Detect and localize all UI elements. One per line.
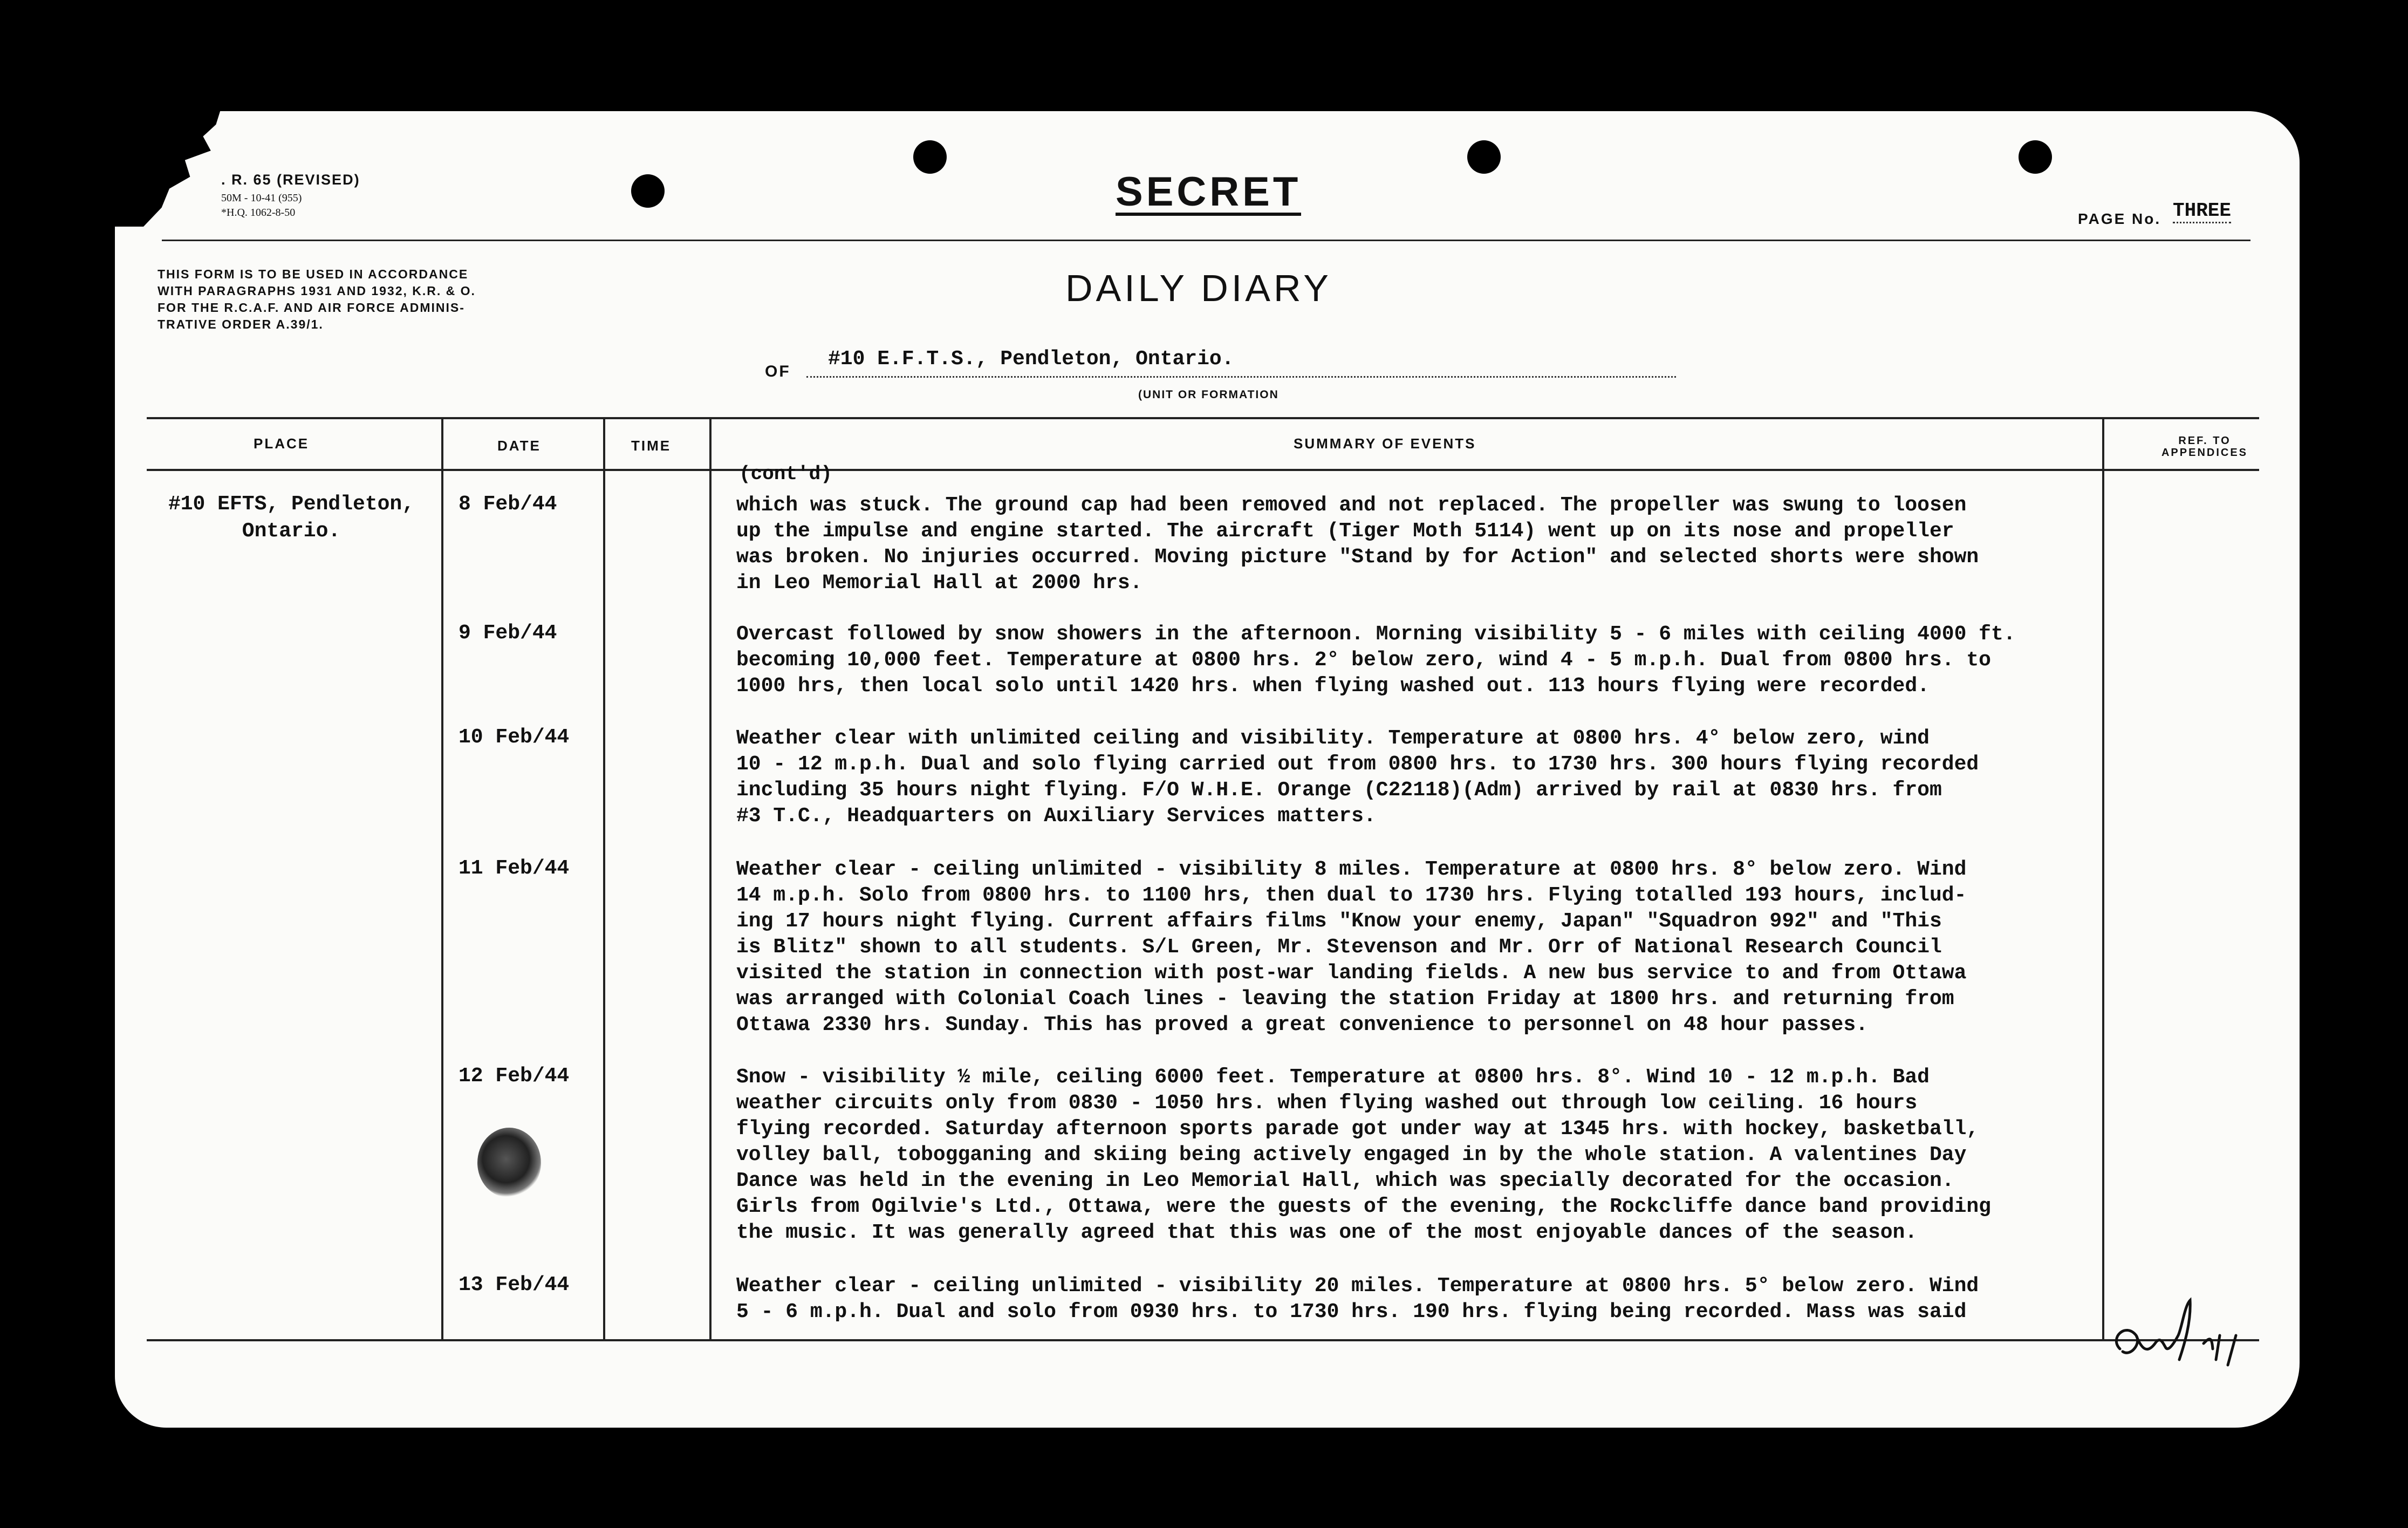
entry-summary bbox=[736, 726, 2133, 829]
form-code-3: *H.Q. 1062-8-50 bbox=[221, 207, 296, 219]
instruction-line: THIS FORM IS TO BE USED IN ACCORDANCE bbox=[158, 267, 469, 281]
entry-line: which was stuck. The ground cap had been removed and not replaced. The propeller was swung to loosen bbox=[736, 494, 1967, 517]
of-label: OF bbox=[765, 363, 791, 380]
entry-date: 8 Feb/44 bbox=[459, 493, 557, 516]
table-bottom-rule bbox=[147, 1339, 2259, 1341]
entry-line: was broken. No injuries occurred. Moving picture "Stand by for Action" and selected shorts were shown bbox=[736, 545, 1979, 569]
header-ref-line: REF. TO bbox=[2178, 435, 2231, 447]
header-date: DATE bbox=[497, 438, 541, 454]
entry-date: 9 Feb/44 bbox=[459, 622, 557, 645]
column-divider bbox=[441, 417, 443, 1341]
ink-stain bbox=[477, 1128, 541, 1198]
place-cell bbox=[156, 491, 426, 545]
table-header-rule bbox=[147, 469, 2259, 471]
header-time: TIME bbox=[631, 438, 672, 454]
entry-line: #3 T.C., Headquarters on Auxiliary Services matters. bbox=[736, 804, 1376, 828]
entry-line: Dance was held in the evening in Leo Memorial Hall, which was specially decorated for the occasion. bbox=[736, 1169, 1954, 1192]
unit-caption: (UNIT OR FORMATION bbox=[1138, 388, 1279, 401]
entry-line: 1000 hrs, then local solo until 1420 hrs. when flying washed out. 113 hours flying were recorded. bbox=[736, 674, 1930, 698]
entry-summary bbox=[736, 1273, 2133, 1325]
form-code-2: 50M - 10-41 (955) bbox=[221, 192, 302, 204]
entry-summary bbox=[736, 1065, 2133, 1246]
form-instructions bbox=[158, 266, 476, 333]
entry-line: Weather clear - ceiling unlimited - visibility 20 miles. Temperature at 0800 hrs. 5° below zero. Wind bbox=[736, 1274, 1979, 1298]
entry-line: flying recorded. Saturday afternoon sports parade got under way at 1345 hrs. with hockey, basketball, bbox=[736, 1117, 1979, 1141]
entry-date: 10 Feb/44 bbox=[459, 726, 570, 749]
entry-summary bbox=[736, 857, 2133, 1038]
page-number: THREE bbox=[2173, 200, 2231, 223]
handwritten-initials bbox=[2104, 1284, 2276, 1392]
classification: SECRET bbox=[1116, 169, 1302, 215]
punch-hole bbox=[1467, 140, 1501, 174]
entry-line: ing 17 hours night flying. Current affairs films "Know your enemy, Japan" "Squadron 992" and "This bbox=[736, 910, 1942, 933]
entry-date: 11 Feb/44 bbox=[459, 857, 570, 880]
entry-line: Snow - visibility ½ mile, ceiling 6000 feet. Temperature at 0800 hrs. 8°. Wind 10 - 12 m.p.h. Bad bbox=[736, 1066, 1930, 1089]
entry-date: 12 Feb/44 bbox=[459, 1065, 570, 1088]
form-code-1: . R. 65 (REVISED) bbox=[221, 172, 360, 188]
header-place: PLACE bbox=[254, 435, 310, 452]
header-ref bbox=[2151, 435, 2259, 459]
document-title: DAILY DIARY bbox=[1065, 267, 1332, 309]
header-ref-line: APPENDICES bbox=[2161, 447, 2248, 459]
instruction-line: FOR THE R.C.A.F. AND AIR FORCE ADMINIS- bbox=[158, 301, 465, 315]
entry-summary bbox=[736, 622, 2133, 699]
entry-line: Weather clear - ceiling unlimited - visibility 8 miles. Temperature at 0800 hrs. 8° below zero. Wind bbox=[736, 858, 1967, 881]
entry-line: volley ball, tobogganing and skiing being actively engaged in by the whole station. A valentines Day bbox=[736, 1143, 1967, 1167]
entry-line: weather circuits only from 0830 - 1050 hrs. when flying washed out through low ceiling. 16 hours bbox=[736, 1092, 1918, 1115]
entry-line: visited the station in connection with post-war landing fields. A new bus service to and from Ottawa bbox=[736, 961, 1967, 985]
entry-line: 14 m.p.h. Solo from 0800 hrs. to 1100 hrs, then dual to 1730 hrs. Flying totalled 193 hours, includ- bbox=[736, 884, 1967, 907]
instruction-line: WITH PARAGRAPHS 1931 AND 1932, K.R. & O. bbox=[158, 284, 476, 298]
punch-hole bbox=[2019, 140, 2052, 174]
unit-underline bbox=[806, 376, 1676, 378]
column-divider bbox=[709, 417, 712, 1341]
entry-line: including 35 hours night flying. F/O W.H.E. Orange (C22118)(Adm) arrived by rail at 0830 hrs. from bbox=[736, 779, 1942, 802]
header-rule bbox=[162, 240, 2250, 241]
instruction-line: TRATIVE ORDER A.39/1. bbox=[158, 317, 324, 331]
entry-line: in Leo Memorial Hall at 2000 hrs. bbox=[736, 571, 1143, 595]
entry-line: Ottawa 2330 hrs. Sunday. This has proved a great convenience to personnel on 48 hour passes. bbox=[736, 1013, 1868, 1036]
entry-line: 5 - 6 m.p.h. Dual and solo from 0930 hrs. to 1730 hrs. 190 hrs. flying being recorded. Mass was said bbox=[736, 1300, 1967, 1324]
entry-line: up the impulse and engine started. The aircraft (Tiger Moth 5114) went up on its nose and propeller bbox=[736, 520, 1954, 543]
entry-line: the music. It was generally agreed that this was one of the most enjoyable dances of the season. bbox=[736, 1221, 1918, 1244]
entry-line: becoming 10,000 feet. Temperature at 0800 hrs. 2° below zero, wind 4 - 5 m.p.h. Dual from 0800 hrs. to bbox=[736, 649, 1991, 672]
unit-name: #10 E.F.T.S., Pendleton, Ontario. bbox=[828, 347, 1234, 371]
entry-summary bbox=[736, 493, 2133, 596]
place-line: Ontario. bbox=[242, 520, 341, 543]
place-line: #10 EFTS, Pendleton, bbox=[168, 493, 415, 516]
page-label: PAGE No. bbox=[2078, 210, 2161, 227]
punch-hole bbox=[631, 174, 665, 208]
table-top-rule bbox=[147, 417, 2259, 419]
entry-line: Girls from Ogilvie's Ltd., Ottawa, were the guests of the evening, the Rockcliffe dance band providing bbox=[736, 1195, 1991, 1218]
entry-line: is Blitz" shown to all students. S/L Green, Mr. Stevenson and Mr. Orr of National Research Council bbox=[736, 936, 1942, 959]
entry-line: Overcast followed by snow showers in the afternoon. Morning visibility 5 - 6 miles with ceiling 4000 ft. bbox=[736, 623, 2016, 646]
column-divider bbox=[603, 417, 605, 1341]
entry-line: was arranged with Colonial Coach lines - leaving the station Friday at 1800 hrs. and returning from bbox=[736, 987, 1954, 1011]
continued-marker: (cont'd) bbox=[739, 463, 832, 485]
entry-line: Weather clear with unlimited ceiling and visibility. Temperature at 0800 hrs. 4° below zero, wind bbox=[736, 727, 1930, 750]
entry-line: 10 - 12 m.p.h. Dual and solo flying carried out from 0800 hrs. to 1730 hrs. 300 hours flying recorded bbox=[736, 753, 1979, 776]
punch-hole bbox=[913, 140, 947, 174]
header-summary: SUMMARY OF EVENTS bbox=[1294, 435, 1476, 452]
entry-date: 13 Feb/44 bbox=[459, 1273, 570, 1297]
